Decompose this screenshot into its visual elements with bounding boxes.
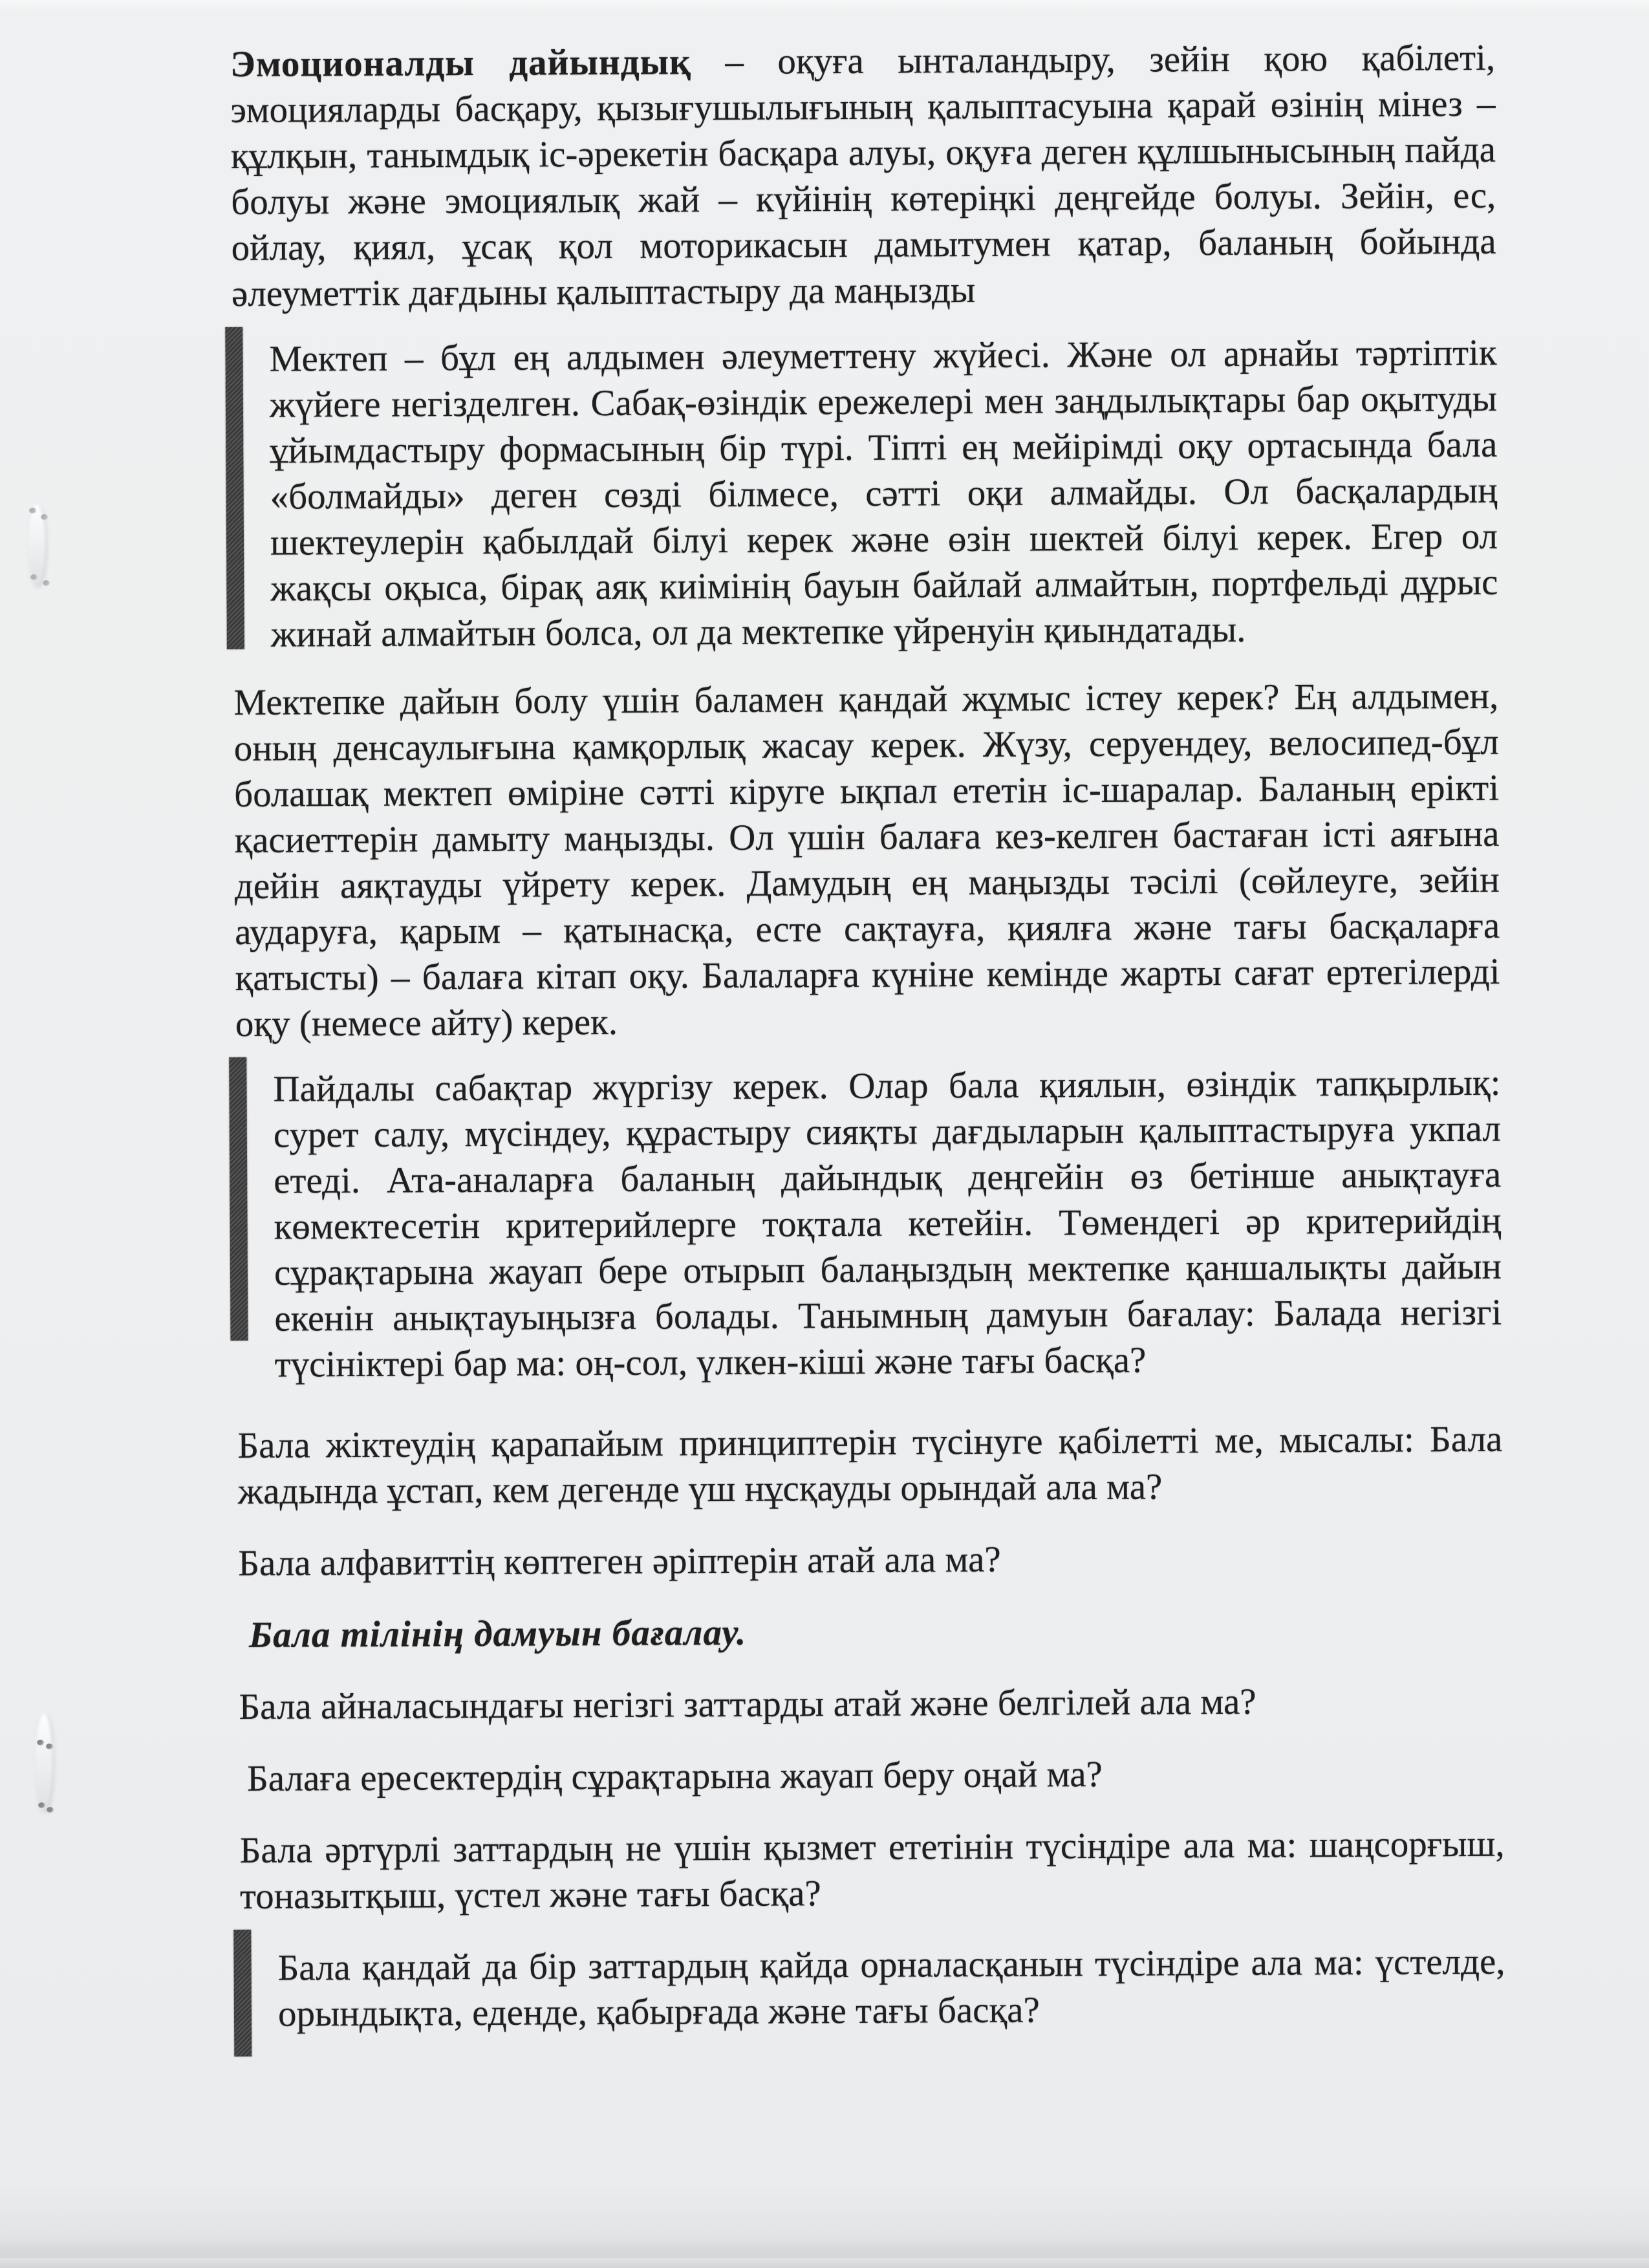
question-text: Бала айналасындағы негізгі заттарды атай және белгілей ала ма? xyxy=(239,1681,1256,1727)
quote-school-socialization xyxy=(232,330,1498,658)
page-text-column xyxy=(230,35,1505,2059)
staple-mark xyxy=(46,1744,53,1749)
staple-mark xyxy=(29,508,36,513)
question-text: Бала жіктеудің қарапайым принциптерін түсінуге қабілетті ме, мысалы: Бала жадында ұстап, кем дегенде үш нұсқауды орындай ала ма? xyxy=(237,1418,1503,1512)
paragraph-body-text: – оқуға ынталандыру, зейін қою қабілеті, эмоцияларды басқару, қызығушылығының қалыптасуына қарай өзінің мінез – құлқын, танымдық іс-әрекетін басқара алуы, оқуға деген құлшынысының пайда болуы және эмоциялық жай – күйінің көтеріңкі деңгейде болуы. Зейін, ес, ойлау, қиял, ұсақ қол моторикасын дамытумен қатар, баланың бойында әлеуметтік дағдыны қалыптастыру да маңызды xyxy=(230,37,1496,314)
paragraph-lead-bold: Эмоционалды дайындық xyxy=(230,41,692,85)
bottom-scan-edge xyxy=(0,2258,1649,2268)
heading-language-development xyxy=(239,1606,1503,1658)
staple-mark xyxy=(38,1802,45,1808)
question-answering-adults xyxy=(239,1749,1504,1802)
paragraph-body-text: Мектепке дайын болу үшін баламен қандай жұмыс істеу керек? Ең алдымен, оның денсаулығына қамқорлық жасау керек. Жүзу, серуендеу, велосипед-бұл болашақ мектеп өміріне сәтті кіруге ықпал ететін іс-шаралар. Баланың ерікті қасиеттерін дамыту маңызды. Ол үшін балаға кез-келген бастаған істі аяғына дейін аяқтауды үйрету керек. Дамудың ең маңызды тәсілі (сөйлеуге, зейін аударуға, қарым – қатынасқа, есте сақтауға, қиялға және тағы басқаларға қатысты) – балаға кітап оқу. Балаларға күніне кемінде жарты сағат ертегілерді оқу (немесе айту) керек. xyxy=(233,675,1500,1044)
question-classification-principles xyxy=(237,1416,1503,1515)
quote-text: Бала қандай да бір заттардың қайда орналасқанын түсіндіре ала ма: үстелде, орындықта, еденде, қабырғада және тағы басқа? xyxy=(277,1941,1505,2035)
quote-object-location xyxy=(240,1939,1505,2037)
quote-text: Пайдалы сабақтар жүргізу керек. Олар бала қиялын, өзіндік тапқырлық: сурет салу, мүсіндеу, құрастыру сияқты дағдыларын қалыптастыруға укпал етеді. Ата-аналарға баланың дайындық деңгейін өз бетінше анықтауға көмектесетін критерийлерге тоқтала кетейін. Төмендегі әр критерийдің сұрақтарына жауап бере отырып балаңыздың мектепке қаншалықты дайын екенін анықтауыңызға болады. Танымның дамуын бағалау: Балада негізгі түсініктері бар ма: оң-сол, үлкен-кіші және тағы басқа? xyxy=(273,1062,1502,1385)
quote-bar xyxy=(233,1930,252,2057)
staple-mark xyxy=(30,574,38,580)
staple-mark xyxy=(47,1807,54,1813)
question-text: Бала әртүрлі заттардың не үшін қызмет ететінін түсіндіре ала ма: шаңсорғыш, тоназытқыш, үстел және тағы басқа? xyxy=(239,1823,1505,1917)
paragraph-emotional-readiness xyxy=(230,35,1496,317)
quote-bar xyxy=(225,327,244,649)
question-text: Бала алфавиттің көптеген әріптерін атай ала ма? xyxy=(238,1539,1001,1584)
quote-bar xyxy=(229,1057,248,1341)
question-text: Балаға ересектердің сұрақтарына жауап беру оңай ма? xyxy=(246,1753,1103,1799)
quote-useful-lessons xyxy=(235,1060,1502,1388)
question-object-purpose xyxy=(239,1821,1505,1919)
question-naming-objects xyxy=(239,1678,1503,1730)
staple-mark xyxy=(43,580,50,586)
staple-mark xyxy=(37,1740,44,1745)
quote-text: Мектеп – бұл ең алдымен әлеуметтену жүйесі. Және ол арнайы тәртіптік жүйеге негізделген. Сабақ-өзіндік ережелері мен заңдылықтары бар оқытуды ұйымдастыру формасының бір түрі. Тіпті ең мейірімді оқу ортасында бала «болмайды» деген сөзді білмесе, сәтті оқи алмайды. Ол басқалардың шектеулерін қабылдай білуі керек және өзін шектей білуі керек. Егер ол жақсы оқыса, бірақ аяқ киімінің бауын байлай алмайтын, портфельді дұрыс жинай алмайтын болса, ол да мектепке үйренуін қиындатады. xyxy=(269,332,1498,655)
question-alphabet-letters xyxy=(238,1534,1503,1586)
staple-mark xyxy=(41,514,48,520)
paragraph-school-preparation xyxy=(233,673,1500,1047)
heading-text: Бала тілінің дамуын бағалау. xyxy=(248,1612,747,1656)
staple-crease xyxy=(36,1714,52,1811)
